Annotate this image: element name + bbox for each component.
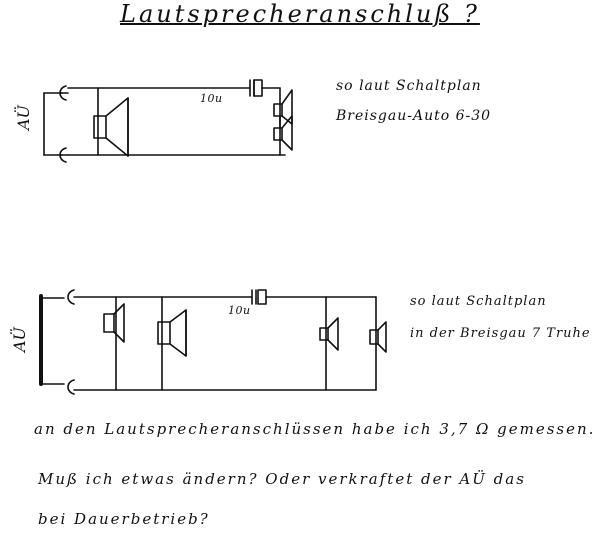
note-1-line-2: Breisgau-Auto 6-30: [336, 108, 492, 124]
text-line-2: Muß ich etwas ändern? Oder verkraftet der AÜ das: [38, 470, 526, 488]
capacitor-2: [252, 290, 376, 304]
page-title: Lautsprecheranschluß ?: [120, 0, 480, 28]
diagram-2: [41, 290, 386, 394]
text-line-3: bei Dauerbetrieb?: [38, 510, 210, 528]
diagram-1: [44, 80, 292, 162]
amp2-terminal-bottom: [68, 380, 74, 394]
note-1-line-1: so laut Schaltplan: [336, 78, 482, 94]
speaker-1: [94, 98, 128, 156]
capacitor-label-2: 10u: [228, 304, 251, 317]
tweeter-2b: [370, 322, 386, 352]
speaker-2a: [104, 304, 124, 342]
amp2-terminal-top: [68, 290, 74, 304]
amp-label-2: AÜ: [10, 326, 29, 352]
capacitor-label-1: 10u: [200, 92, 223, 105]
tweeter-2a: [320, 318, 338, 350]
note-2-line-2: in der Breisgau 7 Truhe: [410, 326, 591, 341]
note-2-line-1: so laut Schaltplan: [410, 294, 547, 309]
text-line-1: an den Lautsprecheranschlüssen habe ich 3,7 Ω gemessen.: [34, 420, 596, 438]
amp-label-1: AÜ: [14, 104, 33, 130]
capacitor-1: [250, 80, 280, 96]
